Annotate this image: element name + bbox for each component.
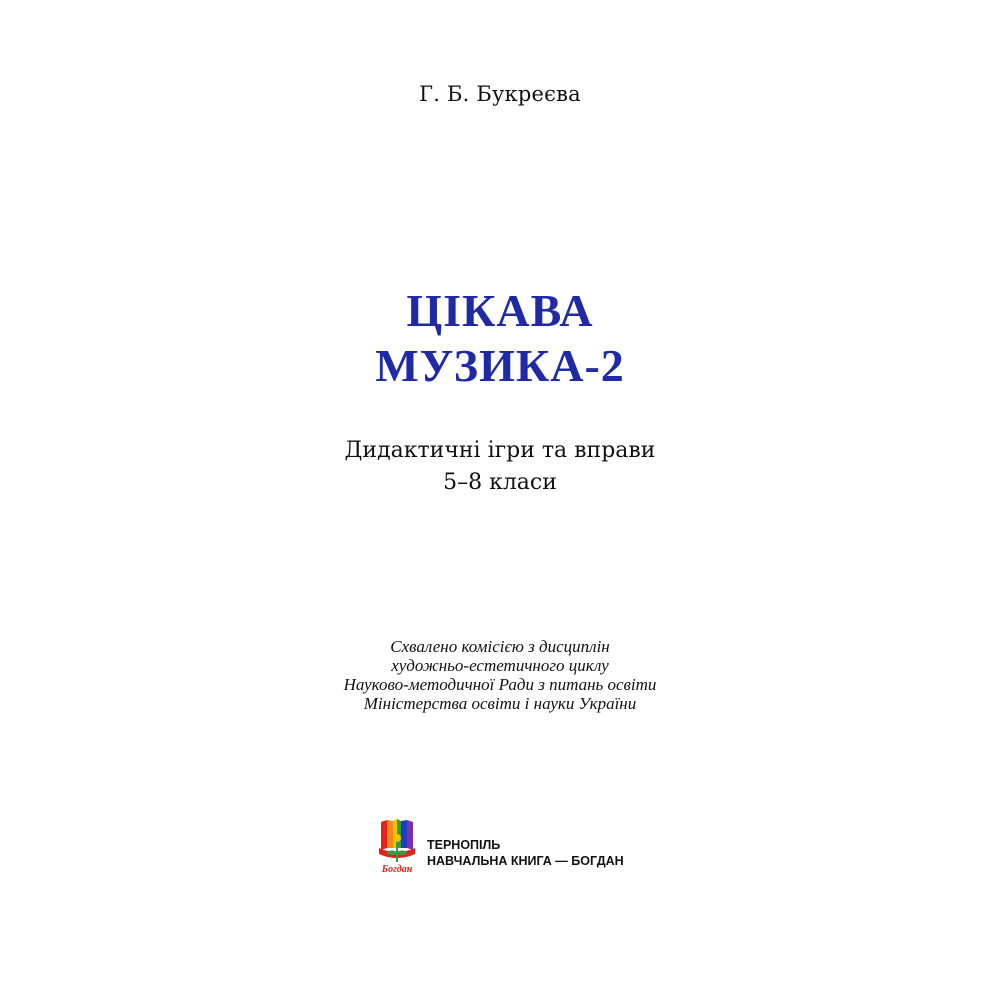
- author-name: Г. Б. Букреєва: [419, 82, 581, 106]
- logo-lettering: Богдан: [381, 864, 413, 875]
- book-flower-logo-icon: [375, 818, 419, 876]
- grade-range: 5–8 класи: [443, 470, 557, 495]
- publisher-block: [375, 818, 635, 878]
- publisher-city: ТЕРНОПІЛЬ: [427, 838, 501, 852]
- publisher-text: [427, 837, 624, 869]
- approval-line: Міністерства освіти і науки України: [363, 694, 637, 713]
- approval-note: [0, 637, 1000, 713]
- book-title-line-2: МУЗИКА-2: [375, 340, 625, 391]
- approval-line: художньо-естетичного циклу: [391, 656, 609, 675]
- book-subtitle: Дидактичні ігри та вправи: [344, 438, 656, 463]
- approval-line: Схвалено комісією з дисциплін: [390, 637, 610, 656]
- publisher-name: НАВЧАЛЬНА КНИГА — БОГДАН: [427, 854, 624, 868]
- approval-line: Науково-методичної Ради з питань освіти: [343, 675, 657, 694]
- book-title-line-1: ЦІКАВА: [406, 285, 594, 336]
